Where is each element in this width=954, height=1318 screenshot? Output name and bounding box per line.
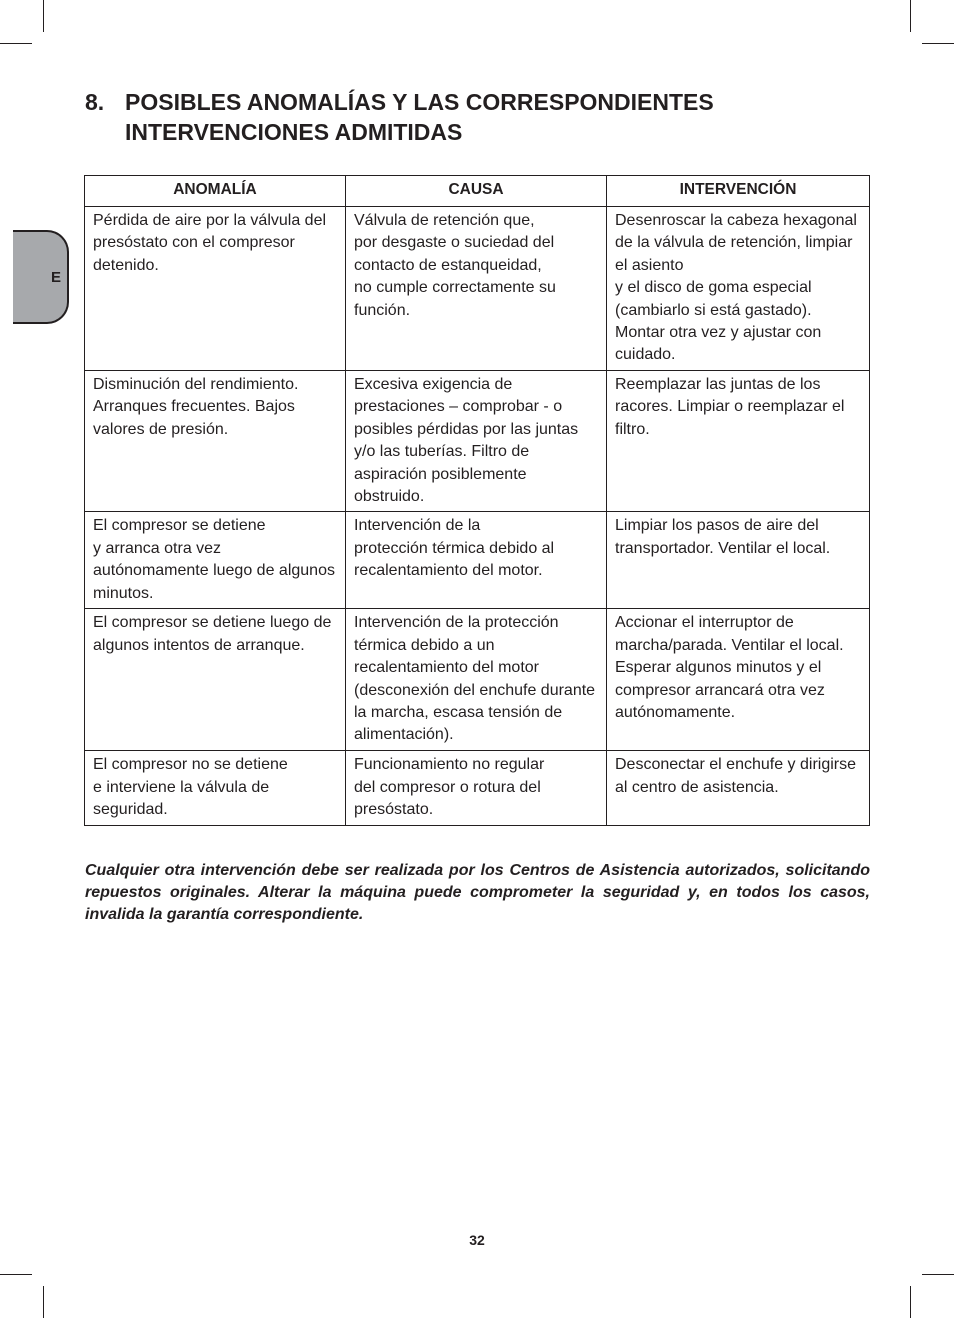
cell-intervencion: Accionar el interruptor de marcha/parada. Ventilar el local. Esperar algunos minutos y el compresor arrancará otra vez autónomamente. xyxy=(607,609,870,751)
cell-causa: Intervención de la protección térmica debido a un recalentamiento del motor (desconexión del enchufe durante la marcha, escasa tensión de alimentación). xyxy=(346,609,607,751)
anomalies-table xyxy=(84,175,870,826)
cell-intervencion: Desconectar el enchufe y dirigirse al centro de asistencia. xyxy=(607,751,870,826)
cell-intervencion: Limpiar los pasos de aire del transportador. Ventilar el local. xyxy=(607,512,870,609)
crop-mark xyxy=(43,0,44,32)
crop-mark xyxy=(910,1286,911,1318)
table-header-row xyxy=(85,176,870,207)
cell-causa: Excesiva exigencia de prestaciones – comprobar - o posibles pérdidas por las juntas y/o las tuberías. Filtro de aspiración posiblemente obstruido. xyxy=(346,371,607,512)
crop-mark xyxy=(43,1286,44,1318)
crop-mark xyxy=(0,43,32,44)
section-heading xyxy=(85,87,865,147)
section-title: POSIBLES ANOMALÍAS Y LAS CORRESPONDIENTES INTERVENCIONES ADMITIDAS xyxy=(125,89,714,145)
cell-intervencion: Desenroscar la cabeza hexagonal de la válvula de retención, limpiar el asiento y el disco de goma especial (cambiarlo si está gastado). Montar otra vez y ajustar con cuidado. xyxy=(607,207,870,371)
cell-anomalia: Pérdida de aire por la válvula del presóstato con el compresor detenido. xyxy=(85,207,346,371)
header-causa: CAUSA xyxy=(346,176,607,207)
cell-anomalia: Disminución del rendimiento. Arranques frecuentes. Bajos valores de presión. xyxy=(85,371,346,512)
table-row xyxy=(85,609,870,751)
table-row xyxy=(85,207,870,371)
cell-causa: Intervención de la protección térmica debido al recalentamiento del motor. xyxy=(346,512,607,609)
cell-anomalia: El compresor no se detiene e interviene la válvula de seguridad. xyxy=(85,751,346,826)
header-intervencion: INTERVENCIÓN xyxy=(607,176,870,207)
language-tab xyxy=(13,230,69,324)
cell-intervencion: Reemplazar las juntas de los racores. Limpiar o reemplazar el filtro. xyxy=(607,371,870,512)
header-anomalia: ANOMALÍA xyxy=(85,176,346,207)
crop-mark xyxy=(922,43,954,44)
table-row xyxy=(85,751,870,826)
cell-causa: Funcionamiento no regular del compresor o rotura del presóstato. xyxy=(346,751,607,826)
table-row xyxy=(85,512,870,609)
crop-mark xyxy=(922,1274,954,1275)
warranty-note: Cualquier otra intervención debe ser realizada por los Centros de Asistencia autorizados, solicitando repuestos originales. Alterar la máquina puede comprometer la seguridad y, en todos los casos, invalida la garantía correspondiente. xyxy=(85,862,870,923)
cell-anomalia: El compresor se detiene y arranca otra vez autónomamente luego de algunos minutos. xyxy=(85,512,346,609)
language-tab-label: E xyxy=(50,268,61,286)
cell-causa: Válvula de retención que, por desgaste o suciedad del contacto de estanqueidad, no cumple correctamente su función. xyxy=(346,207,607,371)
table-row xyxy=(85,371,870,512)
crop-mark xyxy=(0,1274,32,1275)
page-number: 32 xyxy=(469,1232,485,1248)
cell-anomalia: El compresor se detiene luego de algunos intentos de arranque. xyxy=(85,609,346,751)
crop-mark xyxy=(910,0,911,32)
section-number: 8. xyxy=(85,89,105,115)
